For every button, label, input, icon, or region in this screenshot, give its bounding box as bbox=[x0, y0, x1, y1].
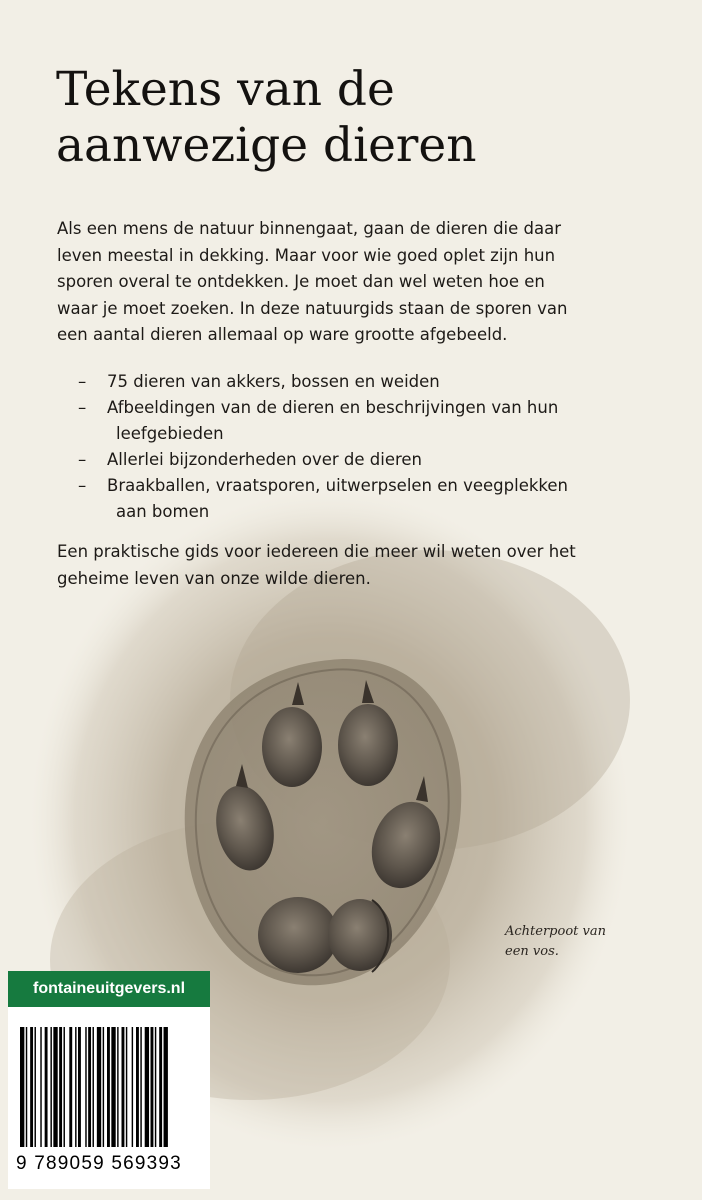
feature-list bbox=[78, 369, 678, 525]
barcode-bar bbox=[126, 1027, 127, 1147]
caption-line-2: een vos. bbox=[505, 944, 559, 959]
barcode-bar bbox=[20, 1027, 24, 1147]
feature-list-item bbox=[78, 395, 678, 447]
closing-line: Een praktische gids voor iedereen die meer wil weten over het bbox=[57, 542, 576, 561]
caption-line-1: Achterpoot van bbox=[505, 924, 606, 939]
intro-line: waar je moet zoeken. In deze natuurgids staan de sporen van bbox=[57, 298, 568, 318]
closing-paragraph bbox=[57, 539, 657, 592]
barcode-bar bbox=[88, 1027, 91, 1147]
barcode-bar bbox=[75, 1027, 76, 1147]
publisher-url-bar bbox=[8, 971, 210, 1007]
barcode-bar bbox=[111, 1027, 115, 1147]
barcode-bar bbox=[155, 1027, 156, 1147]
barcode-bar bbox=[140, 1027, 141, 1147]
bullet-dash: – bbox=[78, 450, 87, 469]
feature-list-item bbox=[78, 369, 678, 395]
barcode-bar bbox=[69, 1027, 72, 1147]
barcode-bar bbox=[59, 1027, 62, 1147]
barcode-bar bbox=[53, 1027, 57, 1147]
barcode-bar bbox=[97, 1027, 101, 1147]
barcode-bar bbox=[136, 1027, 139, 1147]
feature-text: Braakballen, vraatsporen, uitwerpselen en veegplekken bbox=[107, 476, 568, 495]
barcode-icon bbox=[20, 1027, 200, 1147]
barcode-bar bbox=[35, 1027, 36, 1147]
barcode-bar bbox=[50, 1027, 51, 1147]
bullet-dash: – bbox=[78, 372, 87, 391]
intro-line: een aantal dieren allemaal op ware grootte afgebeeld. bbox=[57, 325, 508, 344]
feature-text-continuation: leefgebieden bbox=[116, 424, 224, 443]
barcode-bar bbox=[103, 1027, 104, 1147]
intro-line: leven meestal in dekking. Maar voor wie goed oplet zijn hun bbox=[57, 245, 556, 265]
barcode-bar bbox=[159, 1027, 162, 1147]
intro-paragraph bbox=[57, 216, 657, 349]
bullet-dash: – bbox=[78, 398, 87, 417]
barcode-bar bbox=[45, 1027, 48, 1147]
isbn-number: 9 789059 569393 bbox=[16, 1153, 182, 1174]
book-title-line-1: Tekens van de bbox=[56, 62, 395, 117]
barcode-bar bbox=[107, 1027, 110, 1147]
barcode-bar bbox=[64, 1027, 65, 1147]
barcode-bar bbox=[164, 1027, 168, 1147]
barcode-bar bbox=[132, 1027, 133, 1147]
bullet-dash: – bbox=[78, 476, 87, 495]
barcode-bar bbox=[30, 1027, 33, 1147]
feature-text: Allerlei bijzonderheden over de dieren bbox=[107, 450, 423, 469]
barcode-bar bbox=[122, 1027, 125, 1147]
barcode-bar bbox=[117, 1027, 118, 1147]
barcode-bar bbox=[85, 1027, 86, 1147]
feature-list-item bbox=[78, 473, 678, 525]
barcode-panel bbox=[8, 1007, 210, 1189]
barcode-bar bbox=[151, 1027, 154, 1147]
barcode-bar bbox=[93, 1027, 94, 1147]
publisher-url: fontaineuitgevers.nl bbox=[32, 980, 186, 997]
barcode-bar bbox=[40, 1027, 41, 1147]
feature-text: Afbeeldingen van de dieren en beschrijvingen van hun bbox=[107, 398, 559, 417]
barcode-bar bbox=[78, 1027, 81, 1147]
book-title bbox=[56, 62, 656, 174]
barcode-bar bbox=[145, 1027, 149, 1147]
intro-line: Als een mens de natuur binnengaat, gaan de dieren die daar bbox=[57, 219, 562, 238]
closing-line: geheime leven van onze wilde dieren. bbox=[57, 568, 371, 588]
book-title-line-2: aanwezige dieren bbox=[56, 118, 477, 173]
illustration-caption bbox=[505, 922, 645, 962]
intro-line: sporen overal te ontdekken. Je moet dan wel weten hoe en bbox=[57, 272, 545, 291]
barcode-bar bbox=[26, 1027, 27, 1147]
feature-list-item bbox=[78, 447, 678, 473]
feature-text: 75 dieren van akkers, bossen en weiden bbox=[107, 372, 440, 391]
feature-text-continuation: aan bomen bbox=[116, 502, 210, 521]
